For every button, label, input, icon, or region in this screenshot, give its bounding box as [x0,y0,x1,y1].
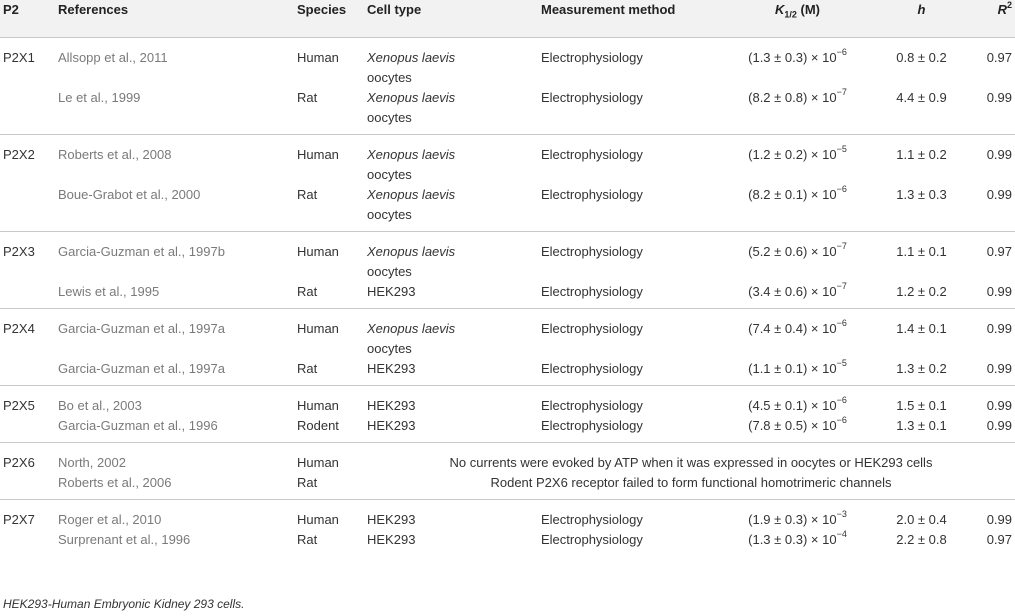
method-cell: Electrophysiology [541,231,716,282]
cell-type-cell: HEK293 [367,360,416,376]
k-unit: (M) [796,2,820,17]
r-squared-cell: 0.99 [986,360,1012,376]
species-cell: Human [297,385,367,416]
k-half-base: (1.9 ± 0.3) × 10 [748,511,837,527]
species-cell: Rat [297,186,318,202]
k-half-exponent: −7 [836,87,847,98]
table-body [0,37,1015,556]
r-squared-cell: 0.99 [964,385,1015,416]
p2-receptor-cell: P2X2 [0,134,58,185]
k-half-exponent: −5 [836,358,847,369]
cell-type-species: Xenopus laevis [367,89,456,105]
reference-cell: Surprenant et al., 1996 [58,531,191,547]
cell-type-cell [367,88,541,135]
p2-receptor-cell: P2X7 [0,499,58,530]
r-squared-cell: 0.99 [964,308,1015,359]
k-half-cell [716,385,879,416]
table-row [0,37,1015,88]
p2-receptor-cell: P2X4 [0,308,58,359]
k-half-cell [716,231,879,282]
cell-type-cell: HEK293 [367,531,416,547]
hill-coefficient-cell: 1.5 ± 0.1 [879,385,964,416]
r-symbol: R [997,2,1007,17]
r-squared-cell: 0.99 [986,89,1012,105]
r-superscript: 2 [1006,0,1012,10]
k-half-cell [716,359,879,386]
species-cell: Rat [297,283,318,299]
reference-cell: Boue-Grabot et al., 2000 [58,186,201,202]
p2-receptor-cell [0,416,58,443]
species-cell: Human [297,231,367,282]
p2-receptor-cell: P2X5 [0,385,58,416]
k-half-exponent: −5 [836,144,847,155]
k-half-cell [716,282,879,309]
table-row [0,134,1015,185]
hill-coefficient-cell: 1.3 ± 0.2 [896,360,947,376]
h-symbol: h [917,2,926,17]
hill-coefficient-cell: 4.4 ± 0.9 [896,89,947,105]
cell-type-species: Xenopus laevis [367,186,456,202]
table-row [0,416,1015,443]
table-row [0,185,1015,232]
method-cell: Electrophysiology [541,186,643,202]
cell-type-cell [367,308,541,359]
k-subscript: 1/2 [784,9,797,20]
cell-type-cell [367,37,541,88]
r-squared-cell: 0.99 [986,417,1012,433]
p2-receptor-cell [0,282,58,309]
method-cell: Electrophysiology [541,531,643,547]
k-half-exponent: −6 [836,184,847,195]
k-half-exponent: −6 [836,47,847,58]
k-half-exponent: −6 [836,415,847,426]
hill-coefficient-cell: 1.1 ± 0.1 [879,231,964,282]
table-row [0,442,1015,473]
k-half-exponent: −7 [836,281,847,292]
species-cell: Human [297,442,367,473]
note-cell: No currents were evoked by ATP when it was expressed in oocytes or HEK293 cells [367,442,1015,473]
reference-cell: Lewis et al., 1995 [58,283,160,299]
cell-type-cell: HEK293 [367,417,416,433]
p2-receptor-cell [0,359,58,386]
cell-type-cell: HEK293 [367,385,541,416]
k-half-exponent: −3 [836,509,847,520]
species-cell: Human [297,499,367,530]
hill-coefficient-cell: 1.3 ± 0.3 [896,186,947,202]
cell-type-suffix: oocytes [367,109,412,125]
p2-receptor-cell [0,88,58,135]
reference-cell: Garcia-Guzman et al., 1997a [58,360,225,376]
hill-coefficient-cell: 0.8 ± 0.2 [896,49,947,65]
table-row [0,473,1015,500]
hill-coefficient-cell: 1.1 ± 0.2 [879,134,964,185]
cell-type-species: Xenopus laevis [367,146,456,162]
k-half-base: (8.2 ± 0.8) × 10 [748,89,837,105]
r-squared-cell: 0.99 [964,499,1015,530]
table-row [0,499,1015,530]
table-row [0,530,1015,556]
species-cell: Human [297,49,339,65]
cell-type-suffix: oocytes [367,206,412,222]
hill-coefficient-cell: 1.2 ± 0.2 [896,283,947,299]
table-caption: HEK293-Human Embryonic Kidney 293 cells. [3,597,245,611]
method-cell: Electrophysiology [541,49,643,65]
cell-type-species: Xenopus laevis [367,243,456,259]
r-squared-cell: 0.99 [986,186,1012,202]
species-cell: Rat [297,474,318,490]
hill-coefficient-cell: 1.3 ± 0.1 [896,417,947,433]
r-squared-cell: 0.99 [986,283,1012,299]
cell-type-suffix: oocytes [367,69,412,85]
p2-receptor-cell: P2X3 [0,231,58,282]
k-half-base: (7.4 ± 0.4) × 10 [748,320,837,336]
k-half-cell [716,185,879,232]
r-squared-cell: 0.99 [964,134,1015,185]
cell-type-species: Xenopus laevis [367,49,456,65]
k-half-base: (4.5 ± 0.1) × 10 [748,397,837,413]
reference-cell: Allsopp et al., 2011 [58,49,168,65]
k-half-cell [716,308,879,359]
k-half-cell [716,134,879,185]
k-half-base: (1.1 ± 0.1) × 10 [748,360,837,376]
reference-cell: Garcia-Guzman et al., 1997b [58,231,297,282]
k-half-base: (5.2 ± 0.6) × 10 [748,243,837,259]
header-cell-type: Cell type [367,0,541,37]
k-symbol: K [774,2,785,17]
header-species: Species [297,0,367,37]
species-cell: Human [297,308,367,359]
reference-cell: Roberts et al., 2006 [58,474,172,490]
reference-cell: North, 2002 [58,442,297,473]
header-r-squared [964,0,1015,37]
p2-receptor-cell [0,530,58,556]
header-p2: P2 [0,0,58,37]
k-half-base: (1.3 ± 0.3) × 10 [748,49,837,65]
method-cell: Electrophysiology [541,89,643,105]
cell-type-suffix: oocytes [367,263,412,279]
reference-cell: Roger et al., 2010 [58,499,297,530]
k-half-base: (1.3 ± 0.3) × 10 [748,531,837,547]
table-row [0,385,1015,416]
k-half-exponent: −7 [836,241,847,252]
method-cell: Electrophysiology [541,308,716,359]
table-row [0,282,1015,309]
species-cell: Rat [297,89,318,105]
table-row [0,308,1015,359]
cell-type-cell: HEK293 [367,283,416,299]
table-row [0,231,1015,282]
k-half-base: (3.4 ± 0.6) × 10 [748,283,837,299]
method-cell: Electrophysiology [541,283,643,299]
cell-type-cell: HEK293 [367,499,541,530]
method-cell: Electrophysiology [541,360,643,376]
method-cell: Electrophysiology [541,499,716,530]
species-cell: Human [297,134,367,185]
reference-cell: Garcia-Guzman et al., 1996 [58,417,218,433]
method-cell: Electrophysiology [541,134,716,185]
table-row [0,359,1015,386]
method-cell: Electrophysiology [541,417,643,433]
k-half-base: (1.2 ± 0.2) × 10 [748,146,837,162]
hill-coefficient-cell: 2.2 ± 0.8 [896,531,947,547]
k-half-cell [716,88,879,135]
table-row [0,88,1015,135]
note-cell: Rodent P2X6 receptor failed to form functional homotrimeric channels [490,474,892,490]
k-half-cell [716,499,879,530]
p2-receptor-cell: P2X1 [3,49,35,65]
species-cell: Rat [297,360,318,376]
r-squared-cell: 0.97 [964,231,1015,282]
header-method: Measurement method [541,0,716,37]
method-cell: Electrophysiology [541,385,716,416]
cell-type-cell [367,185,541,232]
r-squared-cell: 0.97 [986,49,1012,65]
hill-coefficient-cell: 1.4 ± 0.1 [879,308,964,359]
cell-type-cell [367,231,541,282]
p2-receptor-cell [0,473,58,500]
p2-receptor-cell [0,185,58,232]
k-half-base: (8.2 ± 0.1) × 10 [748,186,837,202]
species-cell: Rodent [297,417,339,433]
k-half-exponent: −4 [836,529,847,540]
header-row [0,0,1015,37]
header-h [879,0,964,37]
p2-receptor-cell: P2X6 [0,442,58,473]
k-half-base: (7.8 ± 0.5) × 10 [748,417,837,433]
cell-type-species: Xenopus laevis [367,320,456,336]
cell-type-suffix: oocytes [367,166,412,182]
k-half-cell [716,37,879,88]
r-squared-cell: 0.97 [986,531,1012,547]
k-half-cell [716,416,879,443]
species-cell: Rat [297,531,318,547]
reference-cell: Bo et al., 2003 [58,385,297,416]
reference-cell: Garcia-Guzman et al., 1997a [58,308,297,359]
header-references: References [58,0,297,37]
reference-cell: Roberts et al., 2008 [58,134,297,185]
cell-type-cell [367,134,541,185]
k-half-exponent: −6 [836,318,847,329]
header-k-half [716,0,879,37]
cell-type-suffix: oocytes [367,340,412,356]
hill-coefficient-cell: 2.0 ± 0.4 [879,499,964,530]
k-half-exponent: −6 [836,395,847,406]
reference-cell: Le et al., 1999 [58,89,141,105]
k-half-cell [716,530,879,556]
